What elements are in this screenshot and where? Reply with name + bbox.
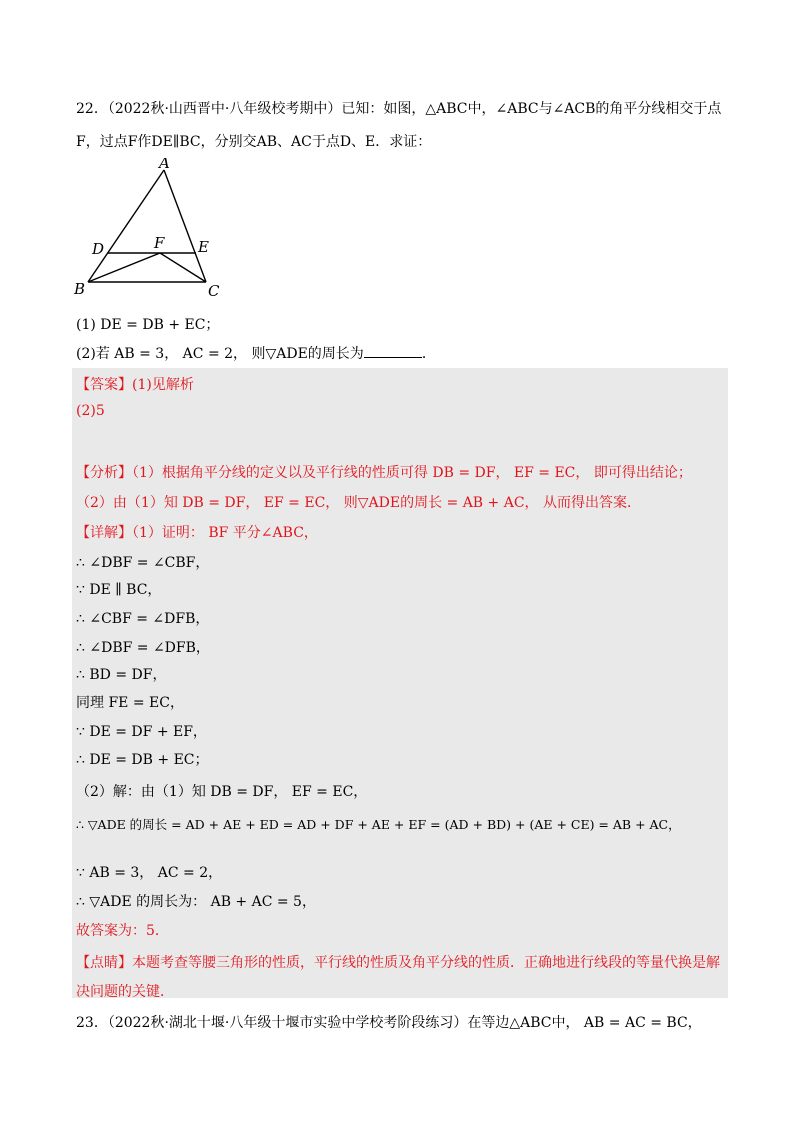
q23-line1: 23．（2022秋·湖北十堰·八年级十堰市实验中学校考阶段练习）在等边△ABC中， AB = AC = BC， xyxy=(76,1015,702,1031)
q22-part2 xyxy=(76,343,436,363)
step-7: ∵ DE = DF + EF， xyxy=(76,724,207,740)
step-13: 故答案为：5． xyxy=(76,923,169,939)
label-c: C xyxy=(208,282,220,298)
step-8: ∴ DE = DB + EC； xyxy=(76,752,209,768)
analysis-line-1: 【分析】（1）根据角平分线的定义以及平行线的性质可得 DB = DF， EF = EC， 即可得出结论； xyxy=(76,465,692,481)
detail-heading: 【详解】（1）证明： BF 平分∠ABC， xyxy=(76,525,318,541)
step-1: ∴ ∠DBF = ∠CBF， xyxy=(76,555,210,571)
comment-line-2: 决问题的关键． xyxy=(76,984,174,1000)
q22-line1: 22．（2022秋·山西晋中·八年级校考期中）已知：如图，△ABC中，∠ABC与∠ACB的角平分线相交于点 xyxy=(76,101,722,117)
segment-cf xyxy=(160,253,206,282)
step-4: ∴ ∠DBF = ∠DFB， xyxy=(76,640,210,656)
answer-line-2: (2)5 xyxy=(76,403,105,419)
label-d: D xyxy=(92,240,105,258)
label-a: A xyxy=(159,158,170,172)
step-11: ∵ AB = 3， AC = 2， xyxy=(76,865,223,881)
q22-part2-text: (2)若 AB = 3， AC = 2， 则▽ADE的周长为 xyxy=(76,346,364,362)
comment-line-1: 【点睛】本题考查等腰三角形的性质，平行线的性质及角平分线的性质．正确地进行线段的等量代换是解 xyxy=(76,955,720,971)
label-b: B xyxy=(74,280,86,298)
label-e: E xyxy=(198,238,209,256)
step-10: ∴ ▽ADE 的周长 = AD + AE + ED = AD + DF + AE + EF = (AD + BD) + (AE + CE) = AB + AC， xyxy=(76,817,681,832)
step-5: ∴ BD = DF， xyxy=(76,667,167,683)
answer-blank xyxy=(364,345,422,358)
answer-line: 【答案】(1)见解析 xyxy=(76,377,194,393)
step-2: ∵ DE ∥ BC， xyxy=(76,582,162,598)
step-6: 同理 FE = EC， xyxy=(76,695,184,711)
side-ab xyxy=(88,170,164,282)
label-f: F xyxy=(154,234,165,252)
q22-line2: F，过点F作DE∥BC，分别交AB、AC于点D、E．求证： xyxy=(76,134,432,150)
side-ac xyxy=(164,170,206,282)
step-3: ∴ ∠CBF = ∠DFB， xyxy=(76,611,210,627)
q22-part2-end: ． xyxy=(421,346,436,362)
step-9: （2）解：由（1）知 DB = DF， EF = EC， xyxy=(76,784,368,800)
triangle-figure xyxy=(72,158,232,298)
q22-part1: (1) DE = DB + EC； xyxy=(76,317,220,333)
analysis-line-2: （2）由（1）知 DB = DF， EF = EC， 则▽ADE的周长 = AB + AC， 从而得出答案． xyxy=(76,495,641,511)
step-12: ∴ ▽ADE 的周长为： AB + AC = 5， xyxy=(76,894,316,910)
